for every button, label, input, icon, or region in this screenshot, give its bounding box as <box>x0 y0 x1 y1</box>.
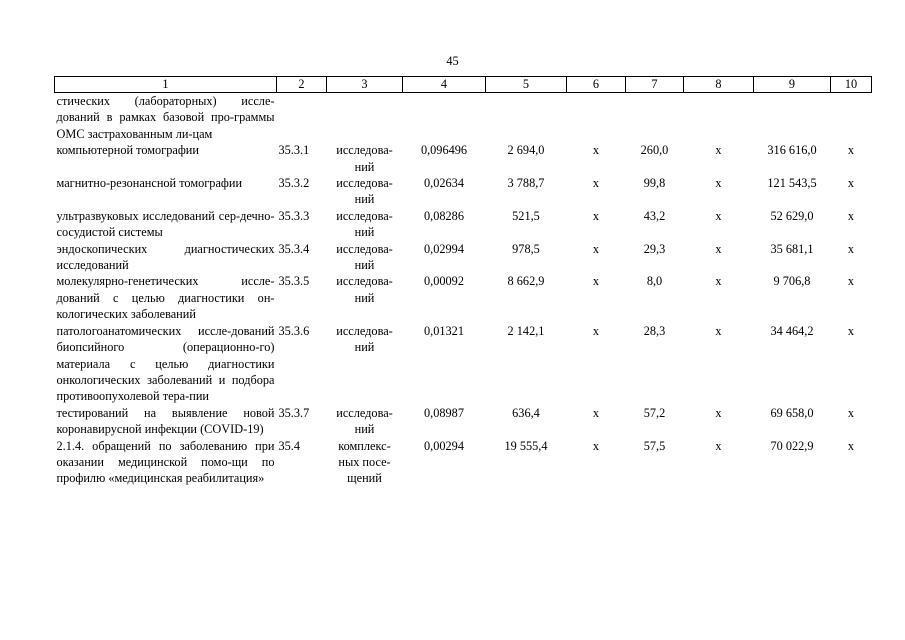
row-value-4 <box>403 93 486 143</box>
row-value-9 <box>754 93 831 143</box>
table-body <box>55 93 872 487</box>
row-unit: исследова-ний <box>336 241 393 273</box>
row-code: 35.3.6 <box>278 323 310 338</box>
row-description: молекулярно-генетических иссле-дований с целью диагностики он-кологических заболеваний <box>56 274 275 322</box>
row-value-5: 8 662,9 <box>507 274 545 289</box>
row-value-10: х <box>847 208 855 223</box>
row-code: 35.3.4 <box>278 241 310 256</box>
row-description: ультразвуковых исследований сер-дечно-сосудистой системы <box>56 208 275 240</box>
row-value-4: 0,096496 <box>420 143 468 158</box>
row-value-10: х <box>847 176 855 191</box>
row-value-6 <box>567 93 626 143</box>
row-code: 35.4 <box>278 438 301 453</box>
row-value-9: 70 022,9 <box>770 438 814 453</box>
row-value-7: 57,5 <box>643 438 666 453</box>
row-value-8: х <box>715 143 722 158</box>
row-description: патологоанатомических иссле-дований биопсийного (операционно-го) материала с целью диагностики онкологических заболеваний и подбора противоопухолевой тера-пии <box>56 323 275 404</box>
row-value-6: х <box>592 208 600 223</box>
row-value-5: 19 555,4 <box>504 438 548 453</box>
column-header: 4 <box>403 77 486 93</box>
row-value-6: х <box>592 274 600 289</box>
row-value-9: 9 706,8 <box>773 274 811 289</box>
column-header: 3 <box>327 77 403 93</box>
row-description: 2.1.4. обращений по заболеванию при оказании медицинской помо-щи по профилю «медицинская реабилитация» <box>56 438 275 486</box>
row-value-7: 29,3 <box>643 241 666 256</box>
row-value-5: 521,5 <box>512 208 540 223</box>
row-value-7 <box>626 93 684 143</box>
table-header-row <box>55 77 872 93</box>
row-description: компьютерной томографии <box>56 143 199 158</box>
column-header: 8 <box>684 77 754 93</box>
row-value-4: 0,00294 <box>424 438 464 453</box>
table-row <box>55 438 872 487</box>
row-unit: исследова-ний <box>336 176 393 207</box>
row-value-8: х <box>715 323 722 338</box>
row-unit: исследова-ний <box>336 405 393 437</box>
column-header: 1 <box>55 77 277 93</box>
row-unit: исследова-ний <box>336 208 393 240</box>
row-value-8: х <box>715 438 722 453</box>
row-value-8: х <box>715 241 722 256</box>
row-description: стических (лабораторных) иссле-дований в рамках базовой про-граммы ОМС застрахованным ли-цам <box>56 94 275 141</box>
row-value-5: 636,4 <box>512 405 540 420</box>
row-value-7: 28,3 <box>643 323 666 338</box>
row-description: магнитно-резонансной томографии <box>56 176 243 191</box>
row-value-9: 34 464,2 <box>770 323 814 338</box>
row-code <box>277 93 327 143</box>
table-row <box>55 175 872 208</box>
table-row <box>55 208 872 241</box>
table-row <box>55 241 872 274</box>
row-value-9: 35 681,1 <box>770 241 814 256</box>
row-value-9: 52 629,0 <box>770 208 814 223</box>
table-row <box>55 142 872 175</box>
row-value-5: 3 788,7 <box>507 176 545 191</box>
column-header: 5 <box>486 77 567 93</box>
row-value-10 <box>831 93 872 143</box>
row-value-9: 316 616,0 <box>767 143 817 158</box>
row-unit: комплекс-ных посе-щений <box>338 438 391 486</box>
row-code: 35.3.3 <box>278 208 310 223</box>
column-header: 6 <box>567 77 626 93</box>
row-value-10: х <box>847 143 855 158</box>
row-value-8 <box>684 93 754 143</box>
table-row <box>55 405 872 438</box>
row-value-8: х <box>715 208 722 223</box>
row-value-10: х <box>847 438 855 453</box>
row-unit: исследова-ний <box>336 274 393 305</box>
row-value-5: 2 694,0 <box>507 143 545 158</box>
row-value-6: х <box>592 438 600 453</box>
row-value-5 <box>486 93 567 143</box>
row-value-9: 69 658,0 <box>770 405 814 420</box>
table-row <box>55 323 872 405</box>
table-row <box>55 93 872 143</box>
row-value-7: 99,8 <box>643 176 666 191</box>
table-row <box>55 273 872 322</box>
row-value-8: х <box>715 405 722 420</box>
column-header: 10 <box>831 77 872 93</box>
row-unit: исследова-ний <box>336 143 393 174</box>
row-code: 35.3.7 <box>278 405 310 420</box>
row-value-4: 0,08286 <box>424 208 464 223</box>
row-code: 35.3.2 <box>278 176 310 191</box>
column-header: 2 <box>277 77 327 93</box>
row-unit: исследова-ний <box>336 323 393 355</box>
row-value-5: 978,5 <box>512 241 540 256</box>
row-value-4: 0,00092 <box>424 274 464 289</box>
row-code: 35.3.5 <box>278 274 310 289</box>
row-unit <box>327 93 403 143</box>
row-value-4: 0,01321 <box>424 323 464 338</box>
row-value-4: 0,08987 <box>424 405 464 420</box>
row-value-6: х <box>592 323 600 338</box>
row-value-7: 8,0 <box>646 274 663 289</box>
row-value-7: 43,2 <box>643 208 666 223</box>
row-code: 35.3.1 <box>278 143 310 158</box>
row-value-7: 260,0 <box>640 143 669 158</box>
page-number: 45 <box>446 54 459 68</box>
column-header: 7 <box>626 77 684 93</box>
column-header: 9 <box>754 77 831 93</box>
row-value-5: 2 142,1 <box>507 323 545 338</box>
row-description: тестирований на выявление новой коронавирусной инфекции (COVID-19) <box>56 405 275 437</box>
row-value-10: х <box>847 274 855 289</box>
row-value-10: х <box>847 405 855 420</box>
row-value-9: 121 543,5 <box>767 176 817 191</box>
row-value-6: х <box>592 143 600 158</box>
row-value-6: х <box>592 405 600 420</box>
row-value-8: х <box>715 274 722 289</box>
data-table <box>54 76 872 487</box>
row-value-7: 57,2 <box>643 405 666 420</box>
row-description: эндоскопических диагностических исследований <box>56 241 275 273</box>
row-value-6: х <box>592 241 600 256</box>
row-value-10: х <box>847 323 855 338</box>
row-value-6: х <box>592 176 600 191</box>
row-value-8: х <box>715 176 722 191</box>
row-value-4: 0,02634 <box>424 176 464 191</box>
row-value-4: 0,02994 <box>424 241 464 256</box>
row-value-10: х <box>847 241 855 256</box>
